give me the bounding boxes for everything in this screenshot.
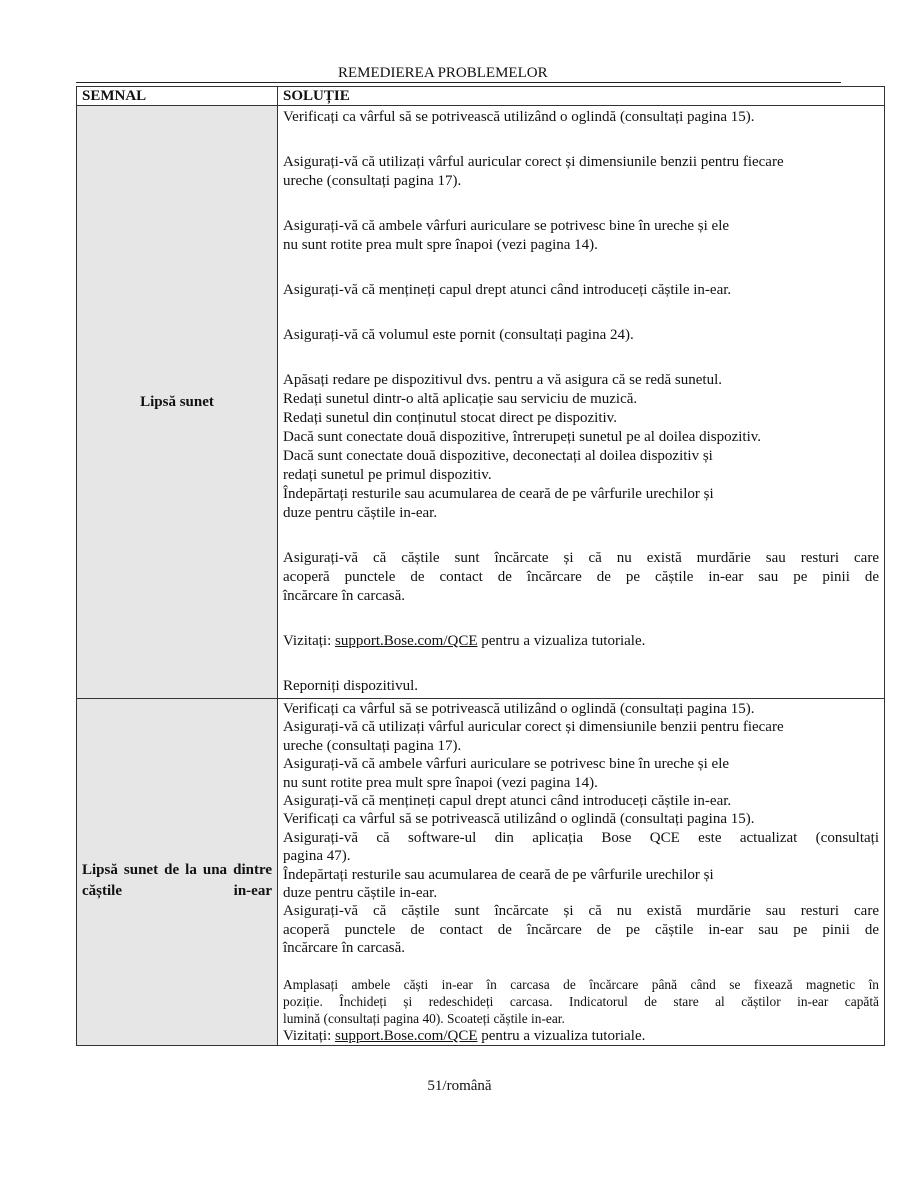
- solution-line: ureche (consultați pagina 17).: [283, 173, 462, 189]
- solution-line: Redați sunetul dintr-o altă aplicație sau serviciu de muzică.: [283, 391, 638, 407]
- solution-line: Amplasați ambele căști in-ear în carcasa de încărcare până când se fixează magnetic în: [283, 976, 879, 992]
- solution-line: ureche (consultați pagina 17).: [283, 737, 462, 754]
- spacer: [283, 958, 879, 976]
- table-row: [77, 699, 885, 1046]
- solution-cell: [278, 699, 885, 1046]
- solution-line: Reporniți dispozitivul.: [283, 678, 418, 694]
- solution-line: Asigurați-vă că ambele vârfuri auriculare se potrivesc bine în ureche și ele: [283, 218, 730, 234]
- solution-line: încărcare în carcasă.: [283, 940, 405, 957]
- column-header-solution: SOLUȚIE: [278, 87, 885, 106]
- support-link[interactable]: support.Bose.com/QCE: [335, 633, 478, 649]
- spacer: [283, 127, 879, 153]
- solution-line: încărcare în carcasă.: [283, 588, 405, 604]
- solution-line: pagina 47).: [283, 848, 351, 865]
- solution-line: Verificați ca vârful să se potrivească utilizând o oglindă (consultați pagina 15).: [283, 811, 755, 828]
- solution-cell: [278, 106, 885, 699]
- header-rule-right: [548, 67, 841, 83]
- link-prefix: Vizitați:: [283, 633, 336, 649]
- troubleshooting-table: [76, 86, 885, 1046]
- solution-line: Dacă sunt conectate două dispozitive, deconectați al doilea dispozitiv și: [283, 448, 713, 464]
- solution-line: Redați sunetul din conținutul stocat direct pe dispozitiv.: [283, 410, 617, 426]
- solution-line: Asigurați-vă că software-ul din aplicația Bose QCE este actualizat (consultați: [283, 829, 879, 846]
- table-header-row: [77, 87, 885, 106]
- solution-line: acoperă punctele de contact de încărcare de pe căștile in-ear sau pe pinii de: [283, 569, 879, 585]
- solution-line: Verificați ca vârful să se potrivească utilizând o oglindă (consultați pagina 15).: [283, 701, 755, 717]
- page-header: [76, 64, 841, 83]
- link-suffix: pentru a vizualiza tutoriale.: [477, 633, 646, 649]
- spacer: [283, 255, 879, 281]
- signal-cell: Lipsă sunet de la una dintre căștile in-ear: [77, 699, 278, 1046]
- solution-line: Dacă sunt conectate două dispozitive, întrerupeți sunetul pe al doilea dispozitiv.: [283, 429, 762, 445]
- solution-line: nu sunt rotite prea mult spre înapoi (vezi pagina 14).: [283, 774, 598, 791]
- spacer: [283, 191, 879, 217]
- page-number: 51/română: [427, 1078, 492, 1094]
- solution-line: Îndepărtați resturile sau acumularea de ceară de pe vârfurile urechilor și: [283, 486, 714, 502]
- spacer: [283, 606, 879, 632]
- solution-line: Verificați ca vârful să se potrivească utilizând o oglindă (consultați pagina 15).: [283, 109, 755, 125]
- spacer: [283, 651, 879, 677]
- solution-line: acoperă punctele de contact de încărcare de pe căștile in-ear sau pe pinii de: [283, 921, 879, 938]
- solution-line: lumină (consultați pagina 40). Scoateți căștile in-ear.: [283, 1010, 565, 1026]
- solution-line: Asigurați-vă că utilizați vârful auricular corect și dimensiunile benzii pentru fiecare: [283, 154, 784, 170]
- section-title: REMEDIEREA PROBLEMELOR: [338, 65, 548, 81]
- link-suffix: pentru a vizualiza tutoriale.: [477, 1027, 646, 1044]
- header-rule-left: [76, 67, 338, 83]
- solution-line: duze pentru căștile in-ear.: [283, 505, 438, 521]
- solution-line: nu sunt rotite prea mult spre înapoi (vezi pagina 14).: [283, 237, 598, 253]
- spacer: [283, 345, 879, 371]
- solution-line: Asigurați-vă că ambele vârfuri auriculare se potrivesc bine în ureche și ele: [283, 756, 730, 773]
- support-link-line: [283, 1027, 879, 1045]
- solution-line: Asigurați-vă că volumul este pornit (consultați pagina 24).: [283, 327, 634, 343]
- table-row: [77, 106, 885, 699]
- spacer: [283, 300, 879, 326]
- column-header-signal: SEMNAL: [77, 87, 278, 106]
- solution-line: redați sunetul pe primul dispozitiv.: [283, 467, 492, 483]
- spacer: [283, 523, 879, 549]
- solution-line: Îndepărtați resturile sau acumularea de ceară de pe vârfurile urechilor și: [283, 866, 714, 883]
- signal-cell: Lipsă sunet: [77, 106, 278, 699]
- support-link[interactable]: support.Bose.com/QCE: [335, 1027, 478, 1044]
- solution-line: Asigurați-vă că căștile sunt încărcate și că nu există murdărie sau resturi care: [283, 903, 879, 920]
- solution-line: Asigurați-vă că mențineți capul drept atunci când introduceți căștile in-ear.: [283, 282, 732, 298]
- support-link-line: [283, 632, 879, 651]
- solution-line: poziție. Închideți și redeschideți carcasa. Indicatorul de stare al căștilor in-ear capătă: [283, 993, 879, 1009]
- solution-line: Asigurați-vă că căștile sunt încărcate și că nu există murdărie sau resturi care: [283, 550, 879, 566]
- solution-line: Apăsați redare pe dispozitivul dvs. pentru a vă asigura că se redă sunetul.: [283, 372, 723, 388]
- solution-line: Asigurați-vă că mențineți capul drept atunci când introduceți căștile in-ear.: [283, 793, 732, 810]
- solution-line: Asigurați-vă că utilizați vârful auricular corect și dimensiunile benzii pentru fiecare: [283, 719, 784, 736]
- link-prefix: Vizitați:: [283, 1027, 336, 1044]
- solution-line: duze pentru căștile in-ear.: [283, 885, 438, 902]
